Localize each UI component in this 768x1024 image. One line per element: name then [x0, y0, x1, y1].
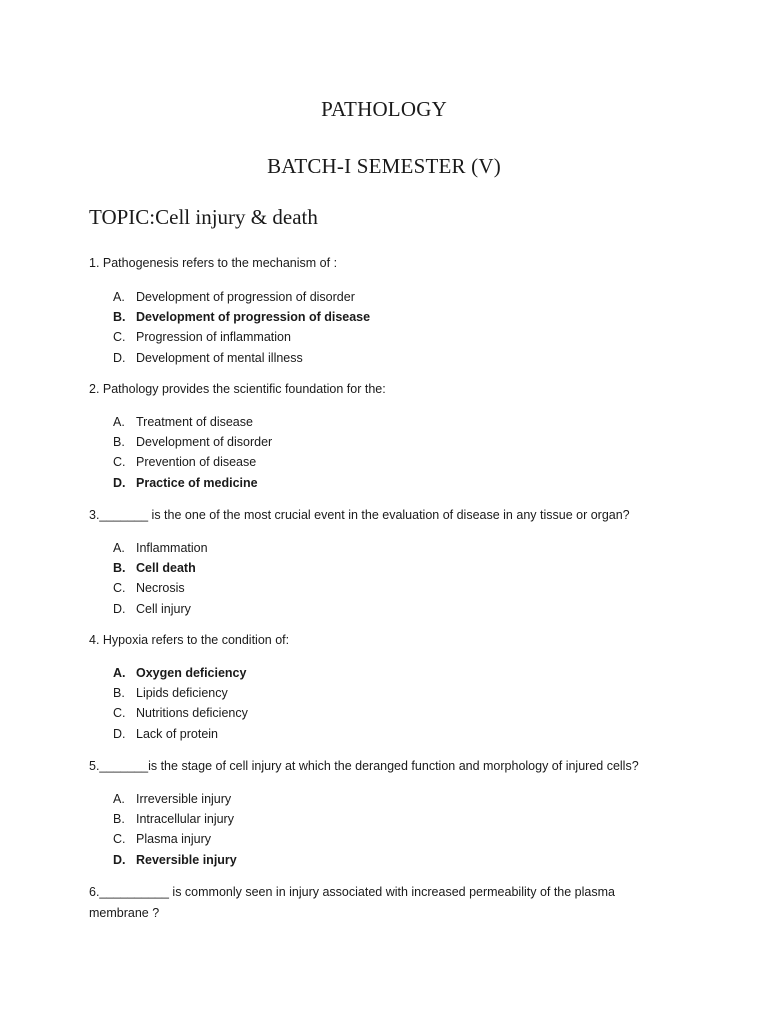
question-3: 3._______ is the one of the most crucial event in the evaluation of disease in any tissue or organ? — [89, 508, 630, 522]
option-letter: A. — [113, 541, 125, 555]
option-text: Development of progression of disease — [136, 310, 371, 325]
option-letter: D. — [113, 350, 126, 365]
option-letter: A. — [113, 415, 125, 429]
option-3a — [113, 538, 208, 558]
option-text: Development of progression of disorder — [136, 290, 355, 304]
option-letter: B. — [113, 310, 126, 325]
option-4a — [113, 663, 248, 683]
option-5a — [113, 789, 237, 809]
option-4d — [113, 724, 248, 744]
question-4: 4. Hypoxia refers to the condition of: — [89, 633, 290, 647]
option-letter: D. — [113, 475, 126, 490]
document-subtitle: BATCH-I SEMESTER (V) — [267, 154, 501, 178]
options-list-5 — [113, 789, 237, 870]
option-1d — [113, 348, 370, 368]
option-letter: D. — [113, 601, 126, 616]
option-text: Development of mental illness — [136, 350, 303, 365]
options-list-4 — [113, 663, 248, 744]
option-2d — [113, 473, 272, 493]
option-1a — [113, 287, 370, 307]
option-4c — [113, 703, 248, 723]
option-text: Prevention of disease — [136, 455, 257, 470]
option-text: Oxygen deficiency — [136, 666, 247, 680]
option-text: Plasma injury — [136, 832, 212, 847]
option-3d — [113, 599, 208, 619]
options-list-3 — [113, 538, 208, 619]
option-letter: C. — [113, 706, 126, 721]
option-letter: C. — [113, 832, 126, 847]
option-5b — [113, 809, 237, 829]
question-5: 5._______is the stage of cell injury at which the deranged function and morphology of injured cells? — [89, 759, 639, 773]
option-text: Cell injury — [136, 601, 191, 616]
option-text: Progression of inflammation — [136, 330, 291, 345]
topic-heading: TOPIC:Cell injury & death — [89, 205, 318, 229]
option-5d — [113, 850, 237, 870]
question-2: 2. Pathology provides the scientific foundation for the: — [89, 382, 386, 396]
option-5c — [113, 829, 237, 849]
question-1: 1. Pathogenesis refers to the mechanism of : — [89, 256, 338, 270]
option-letter: C. — [113, 581, 126, 596]
option-text: Necrosis — [136, 581, 185, 596]
option-2a — [113, 412, 272, 432]
option-text: Lipids deficiency — [136, 686, 228, 701]
option-letter: B. — [113, 561, 126, 576]
option-text: Inflammation — [136, 541, 208, 555]
option-1b — [113, 307, 370, 327]
options-list-2 — [113, 412, 272, 493]
option-text: Practice of medicine — [136, 475, 258, 490]
option-text: Lack of protein — [136, 726, 218, 741]
question-6: 6.__________ is commonly seen in injury associated with increased permeability of the plasma membrane ? — [89, 885, 615, 920]
option-3b — [113, 558, 208, 578]
option-text: Cell death — [136, 561, 196, 576]
option-letter: D. — [113, 726, 126, 741]
option-letter: A. — [113, 792, 125, 806]
option-2c — [113, 452, 272, 472]
option-letter: A. — [113, 666, 126, 680]
option-text: Reversible injury — [136, 852, 237, 867]
option-text: Irreversible injury — [136, 792, 232, 806]
option-text: Development of disorder — [136, 435, 273, 450]
option-text: Treatment of disease — [136, 415, 253, 429]
option-letter: C. — [113, 455, 126, 470]
option-2b — [113, 432, 272, 452]
option-letter: B. — [113, 812, 125, 827]
option-letter: D. — [113, 852, 126, 867]
option-1c — [113, 327, 370, 347]
option-3c — [113, 578, 208, 598]
option-letter: A. — [113, 290, 125, 304]
option-text: Intracellular injury — [136, 812, 234, 827]
option-text: Nutritions deficiency — [136, 706, 248, 721]
option-letter: C. — [113, 330, 126, 345]
options-list-1 — [113, 287, 370, 368]
option-letter: B. — [113, 686, 125, 701]
document-title: PATHOLOGY — [321, 97, 447, 121]
option-4b — [113, 683, 248, 703]
option-letter: B. — [113, 435, 125, 450]
